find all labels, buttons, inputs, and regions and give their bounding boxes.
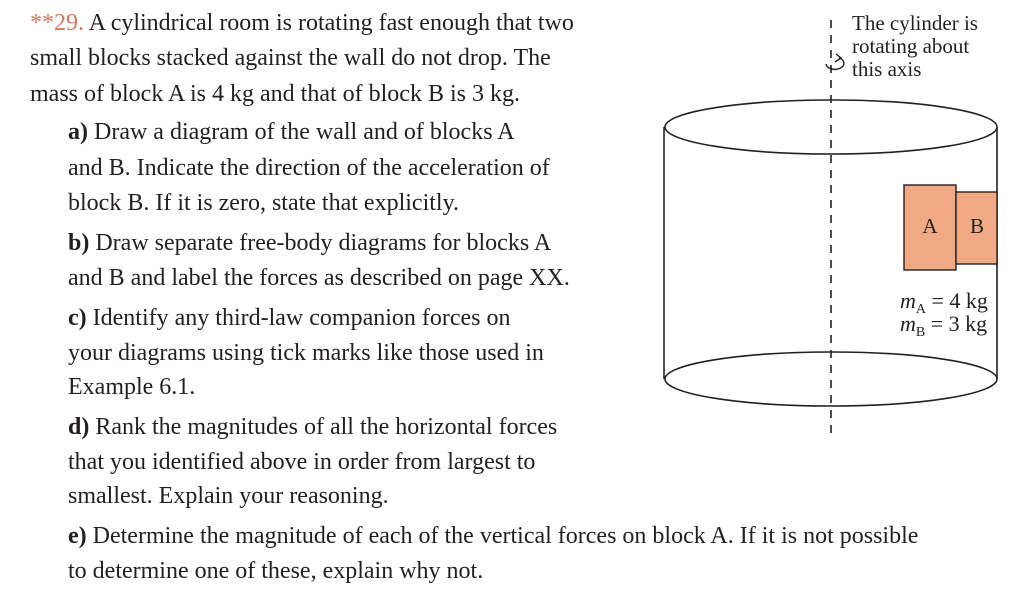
- axis-caption-line-2: rotating about: [852, 34, 970, 58]
- part-e-text-2: to determine one of these, explain why not.: [68, 558, 484, 584]
- problem-number: 29.: [54, 10, 84, 36]
- part-b-text-2: and B and label the forces as described on page XX.: [68, 265, 570, 291]
- part-c-text-2: your diagrams using tick marks like those used in: [68, 340, 544, 366]
- part-e-label: e): [68, 523, 87, 549]
- part-d-label: d): [68, 414, 90, 440]
- part-a-text-3: block B. If it is zero, state that explicitly.: [68, 190, 460, 216]
- part-a-text-2: and B. Indicate the direction of the acceleration of: [68, 155, 550, 181]
- intro-text-2: small blocks stacked against the wall do not drop. The: [30, 45, 551, 71]
- part-c-label: c): [68, 305, 87, 331]
- part-a-label: a): [68, 119, 88, 145]
- part-c-text-1: Identify any third-law companion forces on: [92, 305, 511, 331]
- block-b-label: B: [969, 214, 985, 238]
- part-a-text-1: Draw a diagram of the wall and of blocks A: [94, 119, 515, 145]
- part-c-text-3: Example 6.1.: [68, 374, 196, 400]
- rotation-arrow-icon: [826, 54, 844, 69]
- part-d-text-1: Rank the magnitudes of all the horizontal forces: [95, 414, 558, 440]
- part-b-text-1: Draw separate free-body diagrams for blocks A: [95, 230, 552, 256]
- part-d-text-2: that you identified above in order from largest to: [68, 449, 536, 475]
- part-e-text-1: Determine the magnitude of each of the vertical forces on block A. If it is not possible: [92, 523, 919, 549]
- part-b-label: b): [68, 230, 90, 256]
- intro-text-3: mass of block A is 4 kg and that of block B is 3 kg.: [30, 81, 520, 107]
- axis-caption-line-1: The cylinder is: [852, 11, 978, 35]
- part-d-text-3: smallest. Explain your reasoning.: [68, 483, 389, 509]
- axis-caption-line-3: this axis: [852, 57, 922, 81]
- intro-text-1: A cylindrical room is rotating fast enough that two: [88, 10, 574, 36]
- mass-b-label: $m_B = 3$ kg: [900, 311, 988, 340]
- difficulty-stars: **: [30, 10, 54, 36]
- mass-a-label: $m_A = 4$ kg: [900, 288, 988, 317]
- block-a-label: A: [922, 214, 938, 238]
